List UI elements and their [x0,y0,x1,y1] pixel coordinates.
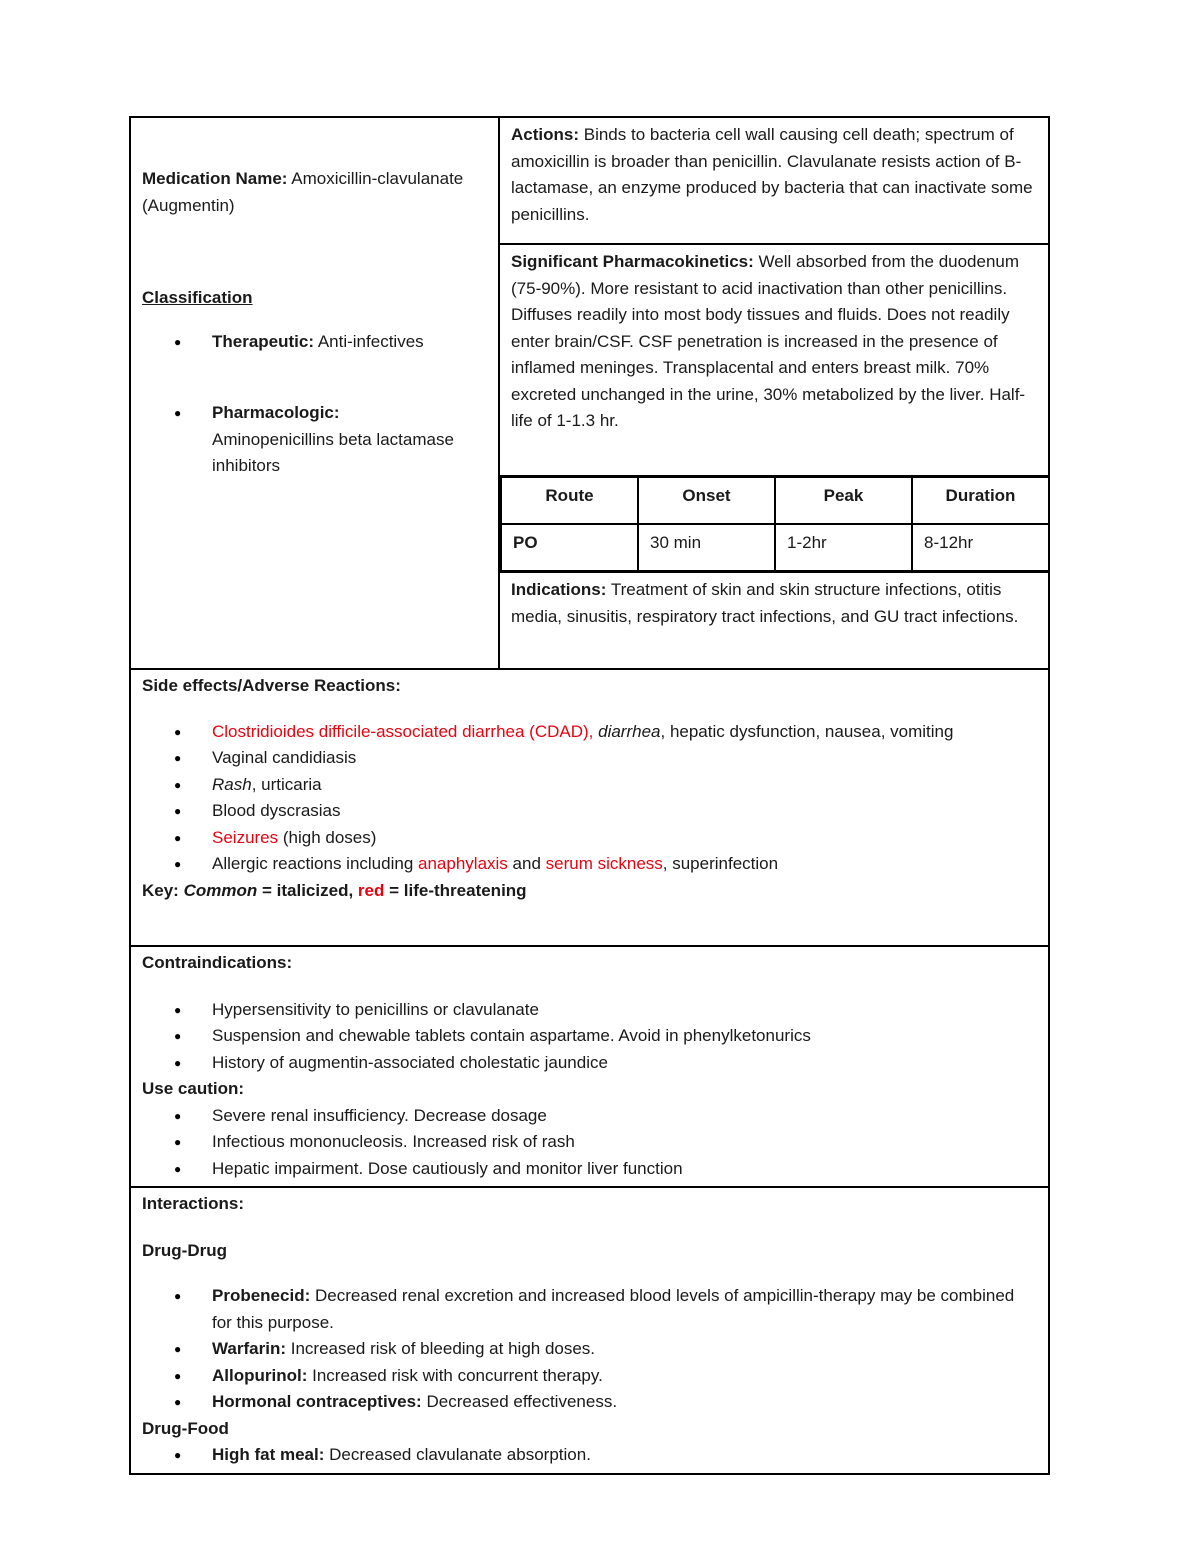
timing-value: 8-12hr [912,524,1049,571]
list-item: ● Suspension and chewable tablets contain aspartame. Avoid in phenylketonurics [212,1023,1037,1050]
list-item: ● Probenecid: Decreased renal excretion and increased blood levels of ampicillin-therapy may be combined for this purpose. [212,1283,1037,1336]
list-item: ● Clostridioides difficile-associated diarrhea (CDAD), diarrhea, hepatic dysfunction, nausea, vomiting [212,719,1037,746]
list-item: ● Therapeutic: Anti-infectives [212,329,487,356]
indications-cell: Indications: Treatment of skin and skin structure infections, otitis media, sinusitis, respiratory tract infections, and GU tract infections. [499,572,1049,669]
pharmacokinetics-cell: Significant Pharmacokinetics: Well absorbed from the duodenum (75-90%). More resistant to acid inactivation than other penicillins. Diffuses readily into most body tissues and fluids. Does not readily enter brain/CSF. CSF penetration is increased in the presence of inflamed meninges. Transplacental and enters breast milk. 70% excreted unchanged in the urine, 30% metabolized by the liver. Half-life of 1-1.3 hr. [499,244,1049,476]
list-item: ● High fat meal: Decreased clavulanate absorption. [212,1442,1037,1469]
timing-value: PO [501,524,638,571]
timing-value: 1-2hr [775,524,912,571]
list-item: ● Severe renal insufficiency. Decrease dosage [212,1103,1037,1130]
list-item: ● Hepatic impairment. Dose cautiously and monitor liver function [212,1156,1037,1183]
use-caution-heading: Use caution: [142,1079,245,1098]
timing-table [500,476,1050,572]
list-item: ● Rash, urticaria [212,772,1037,799]
list-item: ● Infectious mononucleosis. Increased risk of rash [212,1129,1037,1156]
drug-card [129,116,1048,1475]
list-item: ● Warfarin: Increased risk of bleeding at high doses. [212,1336,1037,1363]
legend-key: Key: Common = italicized, red = life-threatening [142,880,527,900]
classification-list [142,329,487,480]
list-item: ● Hormonal contraceptives: Decreased effectiveness. [212,1389,1037,1416]
drug-food-heading: Drug-Food [142,1418,229,1438]
list-item: ● Allopurinol: Increased risk with concurrent therapy. [212,1363,1037,1390]
list-item: ● Allergic reactions including anaphylaxis and serum sickness, superinfection [212,851,1037,878]
contraindications-cell [130,946,1049,1187]
list-item: ● Hypersensitivity to penicillins or clavulanate [212,997,1037,1024]
list-item: ● Pharmacologic: Aminopenicillins beta lactamase inhibitors [212,400,487,480]
medication-name: Medication Name: Amoxicillin-clavulanate (Augmentin) [142,169,464,215]
side-effects-heading: Side effects/Adverse Reactions: [142,676,401,695]
side-effects-cell [130,669,1049,946]
classification-heading: Classification [142,288,253,307]
drug-card-table [129,116,1050,1475]
contraindications-heading: Contraindications: [142,953,293,972]
timing-header: Onset [638,477,775,524]
side-effects-list [142,719,1037,878]
contraindications-list [142,997,1037,1077]
timing-header: Duration [912,477,1049,524]
interactions-cell [130,1187,1049,1474]
list-item: ● Blood dyscrasias [212,798,1037,825]
drug-drug-heading: Drug-Drug [142,1240,227,1260]
timing-value: 30 min [638,524,775,571]
caution-list [142,1103,1037,1183]
timing-header: Peak [775,477,912,524]
drug-food-list [142,1442,1037,1469]
interactions-heading: Interactions: [142,1194,245,1213]
timing-cell [499,476,1049,572]
list-item: ● Seizures (high doses) [212,825,1037,852]
list-item: ● History of augmentin-associated cholestatic jaundice [212,1050,1037,1077]
medication-cell [130,117,499,669]
drug-drug-list [142,1283,1037,1416]
timing-header: Route [501,477,638,524]
actions-cell: Actions: Binds to bacteria cell wall causing cell death; spectrum of amoxicillin is broader than penicillin. Clavulanate resists action of B-lactamase, an enzyme produced by bacteria that can inactivate some penicillins. [499,117,1049,244]
list-item: ● Vaginal candidiasis [212,745,1037,772]
